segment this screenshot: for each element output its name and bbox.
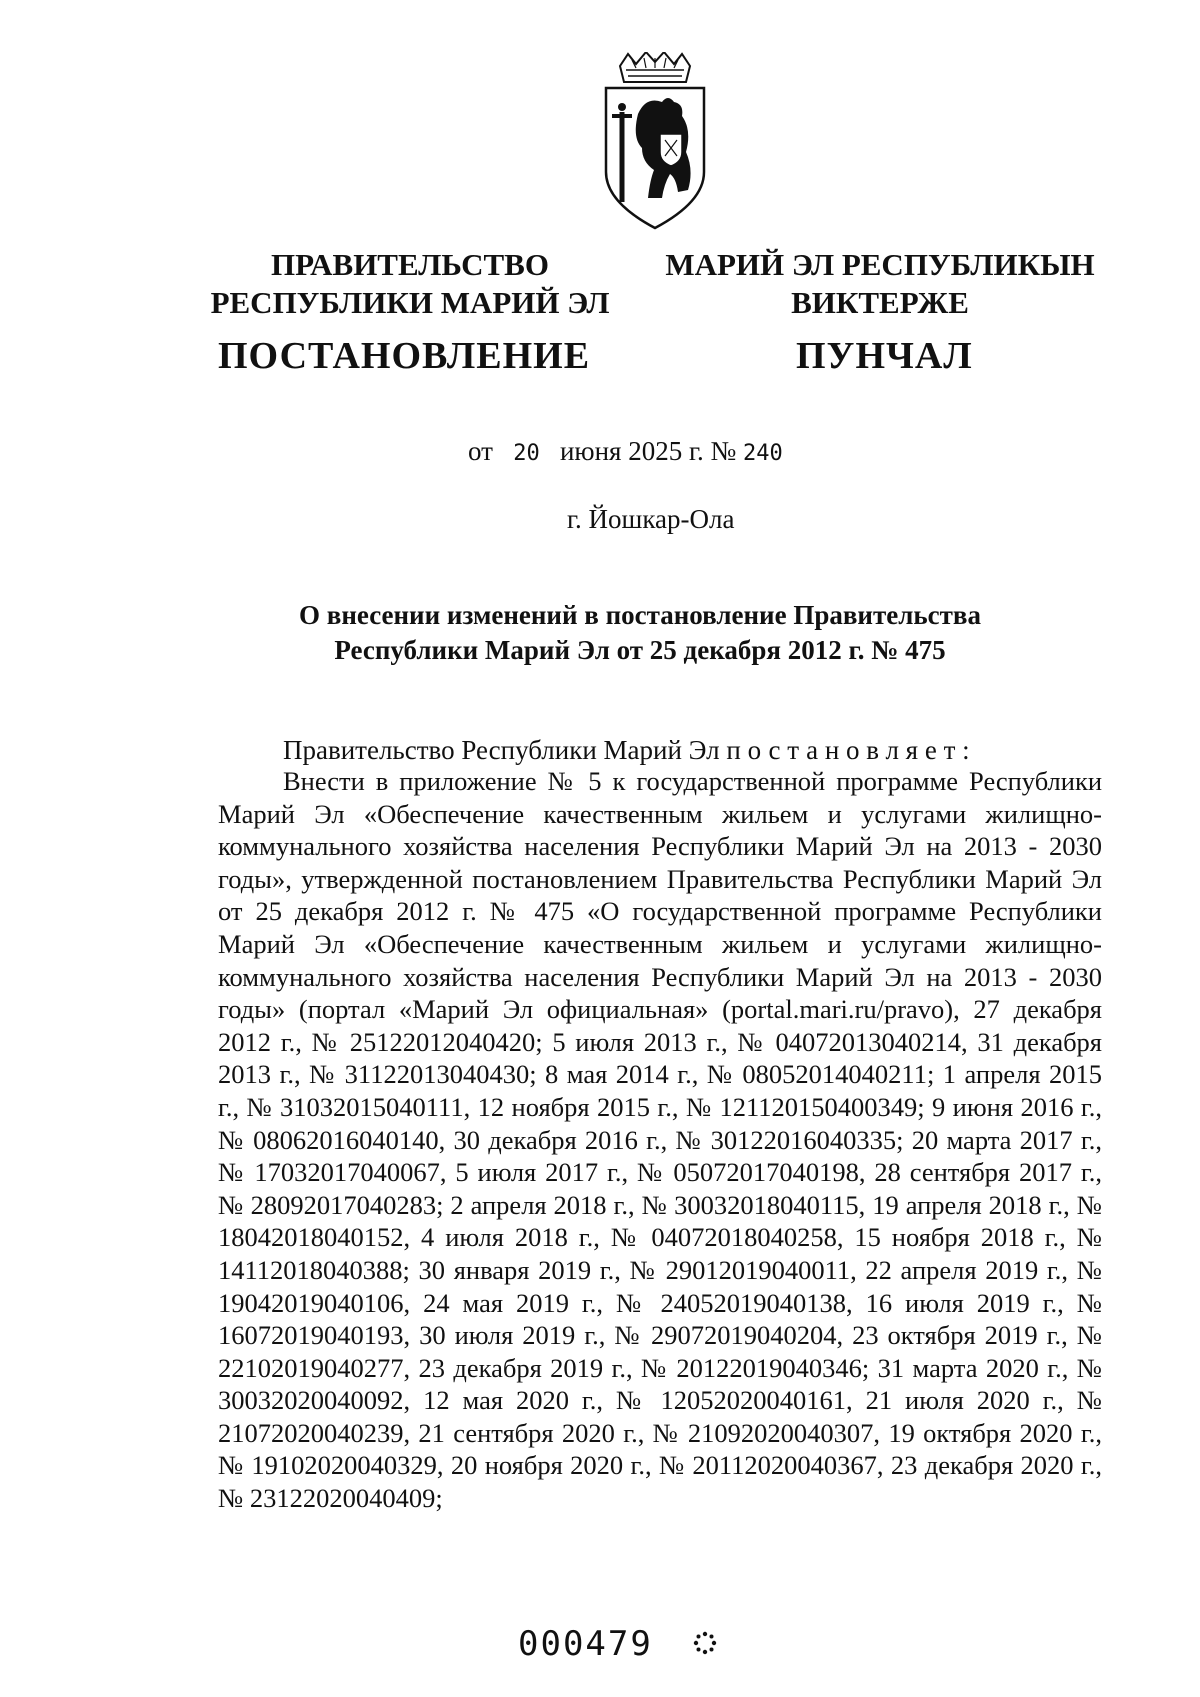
document-date-line (468, 436, 783, 467)
header-left-line2: РЕСПУБЛИКИ МАРИЙ ЭЛ (210, 284, 610, 320)
intro-verb: постановляет: (726, 735, 977, 765)
date-month-year: июня 2025 г. № (559, 436, 737, 466)
document-number: 240 (742, 441, 783, 466)
header-right-line1: МАРИЙ ЭЛ РЕСПУБЛИКЫН (665, 247, 1095, 282)
asterisk-stamp-icon (690, 1628, 720, 1658)
resolution-intro (283, 735, 976, 766)
subject-line1: О внесении изменений в постановление Правительства (299, 600, 981, 630)
document-subject (240, 598, 1040, 668)
resolution-body: Внести в приложение № 5 к государственной программе Республики Марий Эл «Обеспечение качественным жильем и услугами жилищно-коммунального хозяйства населения Республики Марий Эл на 2013 - 2030 годы», утвержденной постановлением Правительства Республики Марий Эл от 25 декабря 2012 г. № 475 «О государственной программе Республики Марий Эл «Обеспечение качественным жильем и услугами жилищно-коммунального хозяйства населения Республики Марий Эл на 2013 - 2030 годы» (портал «Марий Эл официальная» (portal.mari.ru/pravo), 27 декабря 2012 г., № 25122012040420; 5 июля 2013 г., № 04072013040214, 31 декабря 2013 г., № 31122013040430; 8 мая 2014 г., № 08052014040211; 1 апреля 2015 г., № 31032015040111, 12 ноября 2015 г., № 121120150400349; 9 июня 2016 г., № 08062016040140, 30 декабря 2016 г., № 30122016040335; 20 марта 2017 г., № 17032017040067, 5 июля 2017 г., № 05072017040198, 28 сентября 2017 г., № 28092017040283; 2 апреля 2018 г., № 30032018040115, 19 апреля 2018 г., № 18042018040152, 4 июля 2018 г., № 04072018040258, 15 ноября 2018 г., № 14112018040388; 30 января 2019 г., № 29012019040011, 22 апреля 2019 г., № 19042019040106, 24 мая 2019 г., № 24052019040138, 16 июля 2019 г., № 16072019040193, 30 июля 2019 г., № 29072019040204, 23 октября 2019 г., № 22102019040277, 23 декабря 2019 г., № 20122019040346; 31 марта 2020 г., № 30032020040092, 12 мая 2020 г., № 12052020040161, 21 июля 2020 г., № 21072020040239, 21 сентября 2020 г., № 21092020040307, 19 октября 2020 г., № 19102020040329, 20 ноября 2020 г., № 20112020040367, 23 декабря 2020 г., № 23122020040409; (218, 766, 1102, 1514)
header-left (210, 246, 610, 322)
date-day: 20 (513, 441, 540, 466)
header-left-line1: ПРАВИТЕЛЬСТВО (271, 247, 549, 282)
document-place: г. Йошкар-Ола (567, 504, 735, 534)
serial-number: 000479 (518, 1624, 653, 1664)
doc-type-mari: ПУНЧАЛ (796, 335, 973, 377)
coat-of-arms-icon (598, 52, 712, 230)
header-right-line2: ВИКТЕРЖЕ (791, 284, 969, 320)
doc-type-russian: ПОСТАНОВЛЕНИЕ (218, 335, 591, 377)
subject-line2: Республики Марий Эл от 25 декабря 2012 г. № 475 (334, 635, 946, 666)
date-prefix: от (468, 436, 493, 466)
header-right (660, 246, 1100, 322)
intro-text: Правительство Республики Марий Эл (283, 735, 720, 765)
